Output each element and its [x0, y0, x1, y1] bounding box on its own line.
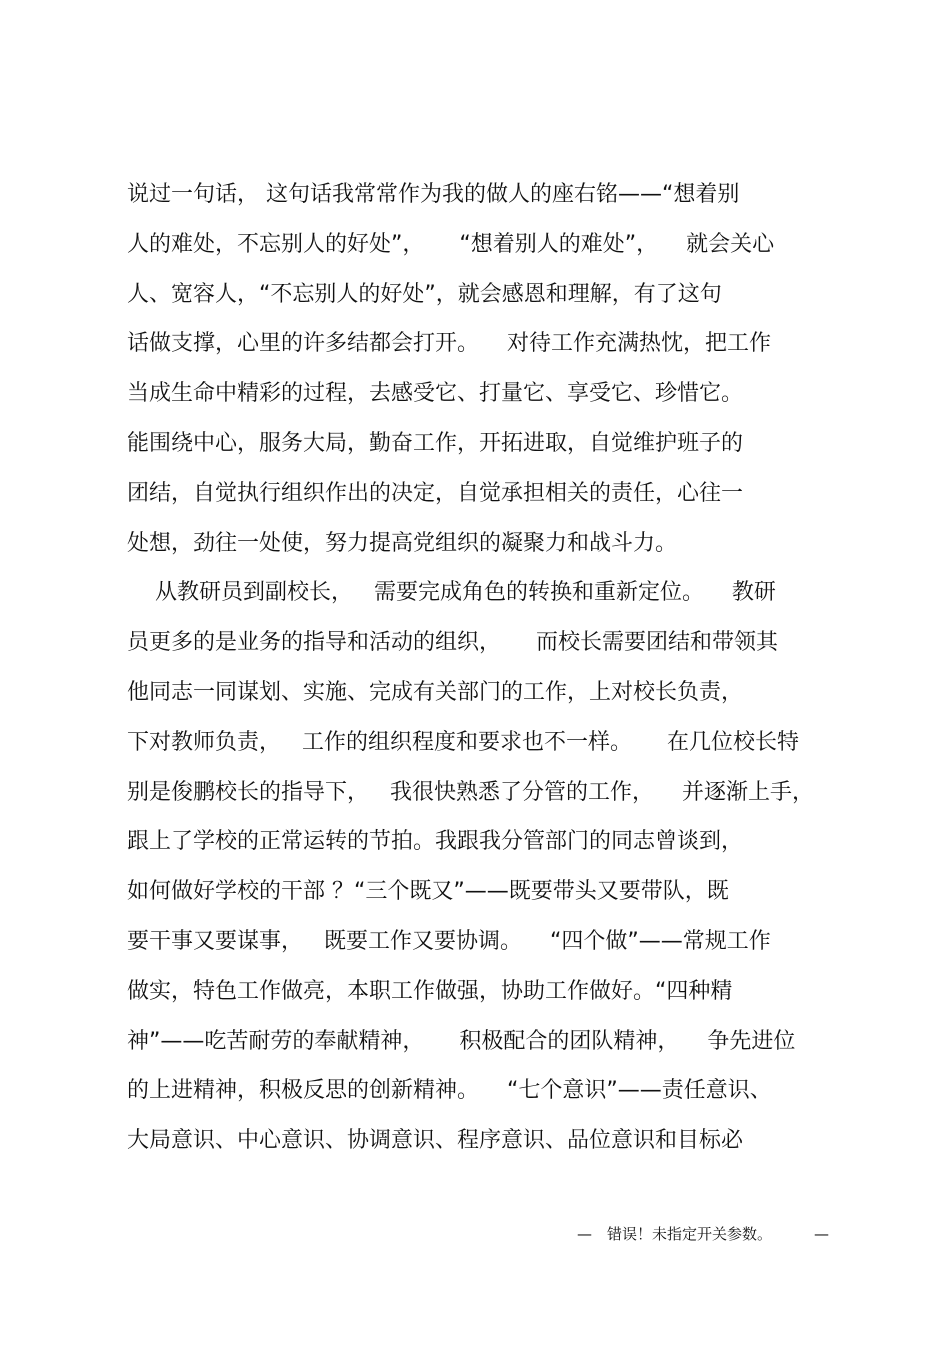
- text-line: 处想，劲往一处使，努力提高党组织的凝聚力和战斗力。: [127, 531, 678, 556]
- text-line: 大局意识、中心意识、协调意识、程序意识、品位意识和目标必: [127, 1128, 744, 1153]
- text-line: 能围绕中心，服务大局，勤奋工作，开拓进取，自觉维护班子的: [127, 431, 744, 456]
- text-line: 下对教师负责， 工作的组织程度和要求也不一样。 在几位校长特: [127, 730, 799, 755]
- text-line: 人的难处，不忘别人的好处”， “想着别人的难处”， 就会关心: [127, 232, 775, 257]
- text-line: 员更多的是业务的指导和活动的组织， 而校长需要团结和带领其: [127, 630, 778, 655]
- text-line: 做实，特色工作做亮，本职工作做强，协助工作做好。“四种精: [127, 979, 733, 1004]
- footer-right-dash: —: [814, 1225, 829, 1243]
- text-line: 要干事又要谋事， 既要工作又要协调。 “四个做”——常规工作: [127, 929, 771, 954]
- text-line: 如何做好学校的干部 ？“三个既又”——既要带头又要带队，既: [127, 879, 729, 904]
- text-line: 说过一句话， 这句话我常常作为我的做人的座右铭——“想着别: [127, 182, 740, 207]
- text-line: 话做支撑，心里的许多结都会打开。 对待工作充满热忱，把工作: [127, 331, 771, 356]
- paragraph-start-line: 从教研员到副校长， 需要完成角色的转换和重新定位。 教研: [127, 580, 776, 605]
- text-line: 团结，自觉执行组织作出的决定，自觉承担相关的责任，心往一: [127, 481, 744, 506]
- text-line: 人、宽容人，“不忘别人的好处”，就会感恩和理解，有了这句: [127, 282, 722, 307]
- text-line: 别是俊鹏校长的指导下， 我很快熟悉了分管的工作， 并逐渐上手，: [127, 780, 814, 805]
- footer-left-dash: —: [577, 1225, 592, 1243]
- text-line: 跟上了学校的正常运转的节拍。我跟我分管部门的同志曾谈到，: [127, 829, 744, 854]
- text-line: 他同志一同谋划、实施、完成有关部门的工作，上对校长负责，: [127, 680, 744, 705]
- text-line: 神”——吃苦耐劳的奉献精神， 积极配合的团队精神， 争先进位: [127, 1029, 796, 1054]
- footer-error-text: 错误！未指定开关参数。: [607, 1225, 773, 1243]
- text-line: 当成生命中精彩的过程，去感受它、打量它、享受它、珍惜它。: [127, 381, 744, 406]
- text-line: 的上进精神，积极反思的创新精神。 “七个意识”——责任意识、: [127, 1078, 772, 1103]
